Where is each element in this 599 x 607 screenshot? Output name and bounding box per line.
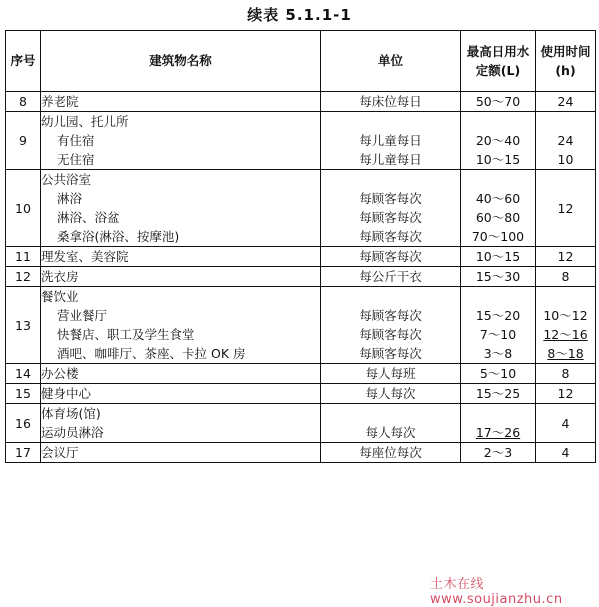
hours-value: 12: [557, 249, 574, 264]
quota-value: [461, 170, 535, 189]
quota-cell: [461, 384, 536, 404]
unit-value: [321, 287, 460, 306]
unit-value: 每儿童每日: [359, 152, 422, 167]
unit-value: 每人每次: [365, 425, 416, 440]
quota-cell: [461, 364, 536, 384]
header-hours-line2: (h): [555, 63, 576, 78]
building-subname: 运动员淋浴: [41, 425, 104, 440]
quota-value: 10～15: [475, 249, 521, 264]
quota-cell: [461, 92, 536, 112]
quota-value: 50～70: [475, 94, 521, 109]
quota-value: [461, 404, 535, 423]
table-row: [6, 247, 596, 267]
building-name: 理发室、美容院: [41, 249, 129, 264]
hours-cell: [536, 170, 596, 247]
unit-cell: [321, 112, 461, 170]
quota-value: 15～30: [475, 269, 521, 284]
hours-cell: [536, 384, 596, 404]
unit-value: 每人每班: [365, 366, 416, 381]
header-unit: 单位: [321, 31, 461, 92]
unit-value: 每顾客每次: [359, 249, 422, 264]
building-name-cell: [41, 267, 321, 287]
row-number: 8: [6, 92, 41, 112]
row-number: 12: [6, 267, 41, 287]
row-number: 11: [6, 247, 41, 267]
unit-cell: [321, 170, 461, 247]
table-row: [6, 443, 596, 463]
unit-cell: [321, 92, 461, 112]
building-name: 幼儿园、托儿所: [41, 114, 129, 129]
hours-value: [536, 287, 595, 306]
unit-cell: [321, 247, 461, 267]
hours-cell: [536, 364, 596, 384]
site-watermark: 土木在线 www.soujianzhu.cn: [430, 577, 563, 607]
unit-value: 每顾客每次: [359, 191, 422, 206]
row-number: 15: [6, 384, 41, 404]
row-number: 9: [6, 112, 41, 170]
hours-cell: [536, 443, 596, 463]
quota-value: 20～40: [475, 133, 521, 148]
hours-cell: [536, 404, 596, 443]
building-name-cell: [41, 404, 321, 443]
quota-value: 5～10: [479, 366, 517, 381]
hours-value: 12～16: [543, 327, 588, 342]
quota-value: 15～25: [475, 386, 521, 401]
header-row: [6, 31, 596, 92]
header-quota: [461, 31, 536, 92]
building-subname: 淋浴: [57, 191, 83, 206]
building-name-cell: [41, 112, 321, 170]
hours-cell: [536, 267, 596, 287]
unit-value: 每顾客每次: [359, 346, 422, 361]
row-number: 16: [6, 404, 41, 443]
quota-value: 40～60: [475, 191, 521, 206]
building-name: 会议厅: [41, 445, 79, 460]
header-hours-line1: 使用时间: [540, 44, 591, 59]
building-subname: 有住宿: [57, 133, 95, 148]
hours-value: [536, 112, 595, 131]
building-name: 公共浴室: [41, 172, 92, 187]
hours-value: 8: [561, 269, 570, 284]
header-hours: [536, 31, 596, 92]
hours-value: 4: [561, 415, 570, 431]
hours-value: 24: [557, 133, 574, 148]
unit-cell: [321, 287, 461, 364]
hours-value: 10～12: [543, 308, 588, 323]
row-number: 10: [6, 170, 41, 247]
quota-value: 17～26: [475, 425, 521, 440]
building-name-cell: [41, 364, 321, 384]
building-name: 餐饮业: [41, 289, 79, 304]
building-name: 养老院: [41, 94, 79, 109]
building-name: 洗衣房: [41, 269, 79, 284]
unit-value: [321, 404, 460, 423]
unit-value: 每顾客每次: [359, 327, 422, 342]
hours-cell: [536, 92, 596, 112]
building-name-cell: [41, 170, 321, 247]
quota-cell: [461, 267, 536, 287]
header-quota-line1: 最高日用水: [466, 44, 530, 59]
hours-value: 10: [557, 152, 574, 167]
unit-cell: [321, 364, 461, 384]
table-row: [6, 404, 596, 443]
table-row: [6, 170, 596, 247]
table-row: [6, 384, 596, 404]
table-row: [6, 287, 596, 364]
hours-cell: [536, 287, 596, 364]
building-name-cell: [41, 247, 321, 267]
unit-value: 每儿童每日: [359, 133, 422, 148]
hours-cell: [536, 112, 596, 170]
unit-value: 每顾客每次: [359, 210, 422, 225]
unit-cell: [321, 404, 461, 443]
building-name: 办公楼: [41, 366, 79, 381]
quota-cell: [461, 443, 536, 463]
hours-cell: [536, 247, 596, 267]
unit-value: [321, 170, 460, 189]
quota-cell: [461, 170, 536, 247]
unit-value: 每床位每日: [359, 94, 422, 109]
row-number: 13: [6, 287, 41, 364]
unit-value: 每公斤干衣: [359, 269, 422, 284]
building-name-cell: [41, 92, 321, 112]
quota-value: 60～80: [475, 210, 521, 225]
quota-cell: [461, 112, 536, 170]
quota-value: 10～15: [475, 152, 521, 167]
unit-value: 每座位每次: [359, 445, 422, 460]
quota-value: 70～100: [471, 229, 525, 244]
hours-value: 4: [561, 445, 570, 460]
building-subname: 快餐店、职工及学生食堂: [57, 327, 195, 342]
unit-value: 每顾客每次: [359, 308, 422, 323]
row-number: 14: [6, 364, 41, 384]
unit-value: 每顾客每次: [359, 229, 422, 244]
unit-value: [321, 112, 460, 131]
quota-cell: [461, 247, 536, 267]
building-subname: 营业餐厅: [57, 308, 108, 323]
hours-value: 12: [557, 386, 574, 401]
quota-value: [461, 112, 535, 131]
unit-cell: [321, 443, 461, 463]
quota-value: [461, 287, 535, 306]
unit-cell: [321, 384, 461, 404]
table-caption: 续表 5.1.1-1: [247, 6, 352, 24]
unit-value: 每人每次: [365, 386, 416, 401]
quota-value: 15～20: [475, 308, 521, 323]
header-name: 建筑物名称: [41, 31, 321, 92]
building-name-cell: [41, 287, 321, 364]
table-row: [6, 364, 596, 384]
row-number: 17: [6, 443, 41, 463]
quota-cell: [461, 404, 536, 443]
quota-value: 7～10: [479, 327, 517, 342]
header-no: 序号: [6, 31, 41, 92]
building-name-cell: [41, 384, 321, 404]
hours-value: 8～18: [547, 346, 584, 361]
building-name: 体育场(馆): [41, 406, 101, 421]
quota-value: 3～8: [483, 346, 513, 361]
table-row: [6, 92, 596, 112]
quota-cell: [461, 287, 536, 364]
building-subname: 酒吧、咖啡厅、茶座、卡拉 OK 房: [57, 346, 246, 361]
building-subname: 无住宿: [57, 152, 95, 167]
building-name-cell: [41, 443, 321, 463]
header-quota-line2: 定额(L): [475, 63, 521, 78]
hours-value: 12: [557, 200, 574, 216]
hours-value: 8: [561, 366, 570, 381]
table-row: [6, 267, 596, 287]
quota-value: 2～3: [483, 445, 513, 460]
building-subname: 桑拿浴(淋浴、按摩池): [57, 229, 180, 244]
unit-cell: [321, 267, 461, 287]
building-name: 健身中心: [41, 386, 92, 401]
table-row: [6, 112, 596, 170]
water-quota-table: [5, 30, 596, 463]
building-subname: 淋浴、浴盆: [57, 210, 120, 225]
hours-value: 24: [557, 94, 574, 109]
